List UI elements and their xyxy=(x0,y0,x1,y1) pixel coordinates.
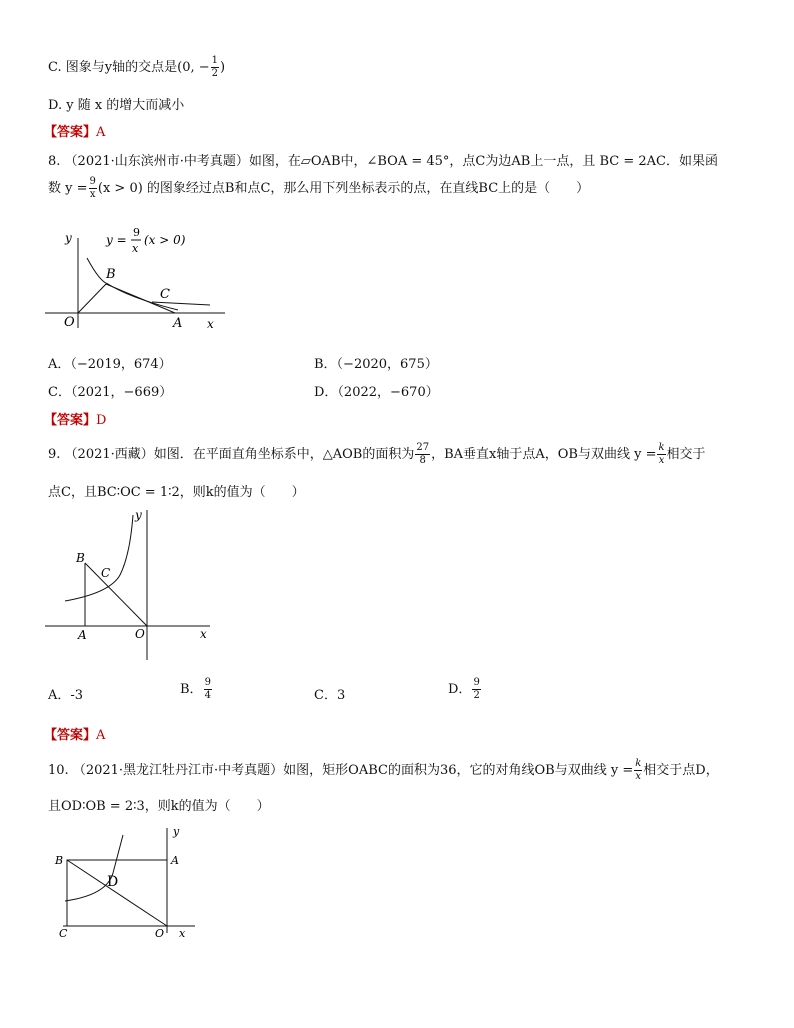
a-label: A xyxy=(173,316,183,331)
option-a: A．-3 xyxy=(48,688,84,703)
c-label: C xyxy=(59,927,68,940)
fraction xyxy=(211,56,219,79)
question-8-line2 xyxy=(48,177,589,200)
frac-den: 2 xyxy=(211,68,218,79)
point-prefix: (0, − xyxy=(177,60,210,75)
option-label: D． xyxy=(448,682,472,697)
frac-den: x xyxy=(89,189,96,200)
fraction xyxy=(657,443,665,466)
frac-den: 4 xyxy=(204,690,211,701)
question-text: ，BA垂直x轴于点A，OB与双曲线 y = xyxy=(431,447,657,462)
frac-den: 2 xyxy=(473,690,480,701)
answer-value: D xyxy=(96,413,107,428)
x-label: x xyxy=(179,927,186,940)
question-text: 相交于点D， xyxy=(643,763,719,778)
fraction xyxy=(204,678,212,701)
option-d: D．（2022，−670） xyxy=(314,385,439,400)
y-label: y xyxy=(135,508,142,522)
x-label: x xyxy=(200,627,207,641)
o-label: O xyxy=(155,927,165,940)
diagonal-ob xyxy=(67,860,167,926)
answer-line xyxy=(44,724,105,743)
b-label: B xyxy=(76,551,85,565)
frac-num: 9 xyxy=(473,677,480,688)
segment-ob xyxy=(78,284,106,313)
fraction xyxy=(89,177,97,200)
frac-den: 8 xyxy=(419,455,426,466)
question-text: （2021·山东滨州市·中考真题）如图，在▱OAB中，∠BOA = 45°，点C为边AB上一点，且 BC = 2AC．如果函 xyxy=(64,154,718,169)
fraction xyxy=(415,443,430,466)
option-b xyxy=(180,678,213,701)
fraction xyxy=(472,678,480,701)
question-text: （2021·西藏）如图．在平面直角坐标系中，△AOB的面积为 xyxy=(64,447,415,462)
option-text: y 随 x 的增大而减小 xyxy=(66,98,185,113)
question-9-line1 xyxy=(48,443,706,466)
frac-num: k xyxy=(635,758,642,769)
segment-c xyxy=(152,302,210,305)
option-label: B． xyxy=(180,682,203,697)
question-9-line2: 点C，且BC∶OC = 1∶2，则k的值为（ ） xyxy=(48,485,305,500)
fraction xyxy=(634,759,642,782)
c-label: C xyxy=(101,566,111,580)
option-label: C. xyxy=(48,60,62,75)
segment-bo xyxy=(85,563,147,626)
answer-value: A xyxy=(96,728,106,743)
equation-frac-den: x xyxy=(132,242,139,255)
question-text: （2021·黑龙江牡丹江市·中考真题）如图，矩形OABC的面积为36，它的对角线OB与双曲线 y = xyxy=(72,763,634,778)
option-d-line xyxy=(48,94,184,113)
frac-num: 9 xyxy=(204,677,211,688)
figure-9 xyxy=(40,505,220,665)
answer-line xyxy=(44,121,105,140)
equation-frac-num: 9 xyxy=(133,226,140,239)
o-label: O xyxy=(64,315,75,330)
x-label: x xyxy=(207,317,214,331)
a-label: A xyxy=(78,628,87,642)
c-label: C xyxy=(160,287,170,302)
frac-den: x xyxy=(658,455,665,466)
answer-tag: 【答案】 xyxy=(44,728,97,743)
question-number: 10. xyxy=(48,763,69,778)
option-label: D. xyxy=(48,98,63,113)
option-b: B．（−2020，675） xyxy=(314,357,438,372)
o-label: O xyxy=(135,627,145,641)
point-suffix: ) xyxy=(220,60,226,75)
equation-prefix: y = xyxy=(106,233,127,247)
y-label: y xyxy=(173,825,180,838)
question-10-line2: 且OD∶OB = 2∶3，则k的值为（ ） xyxy=(48,799,270,814)
question-number: 8. xyxy=(48,154,61,169)
equation-suffix: (x > 0) xyxy=(144,233,186,247)
option-text: 图象与y轴的交点是 xyxy=(65,60,178,75)
answer-tag: 【答案】 xyxy=(44,413,97,428)
question-8-line1 xyxy=(48,150,718,169)
frac-den: x xyxy=(635,771,642,782)
b-label: B xyxy=(106,267,116,282)
option-c-line xyxy=(48,56,225,79)
answer-value: A xyxy=(96,125,106,140)
frac-num: 27 xyxy=(416,442,430,453)
option-d xyxy=(448,678,482,701)
option-a: A．（−2019，674） xyxy=(48,357,172,372)
y-label: y xyxy=(65,231,72,245)
b-label: B xyxy=(55,854,64,867)
figure-8 xyxy=(40,220,230,335)
frac-num: k xyxy=(658,442,665,453)
answer-tag: 【答案】 xyxy=(44,125,97,140)
option-c: C．（2021，−669） xyxy=(48,385,173,400)
frac-num: 9 xyxy=(89,176,96,187)
question-text: 相交于 xyxy=(666,447,706,462)
question-text: (x > 0) 的图象经过点B和点C，那么用下列坐标表示的点，在直线BC上的是（ ） xyxy=(97,181,590,196)
question-text: 数 y = xyxy=(48,181,88,196)
option-c: C．3 xyxy=(314,688,346,703)
figure-10 xyxy=(45,823,205,943)
frac-num: 1 xyxy=(211,55,218,66)
d-label: D xyxy=(107,874,119,890)
question-10-line1 xyxy=(48,759,719,782)
a-label: A xyxy=(171,854,179,867)
answer-line xyxy=(44,409,106,428)
question-number: 9. xyxy=(48,447,61,462)
